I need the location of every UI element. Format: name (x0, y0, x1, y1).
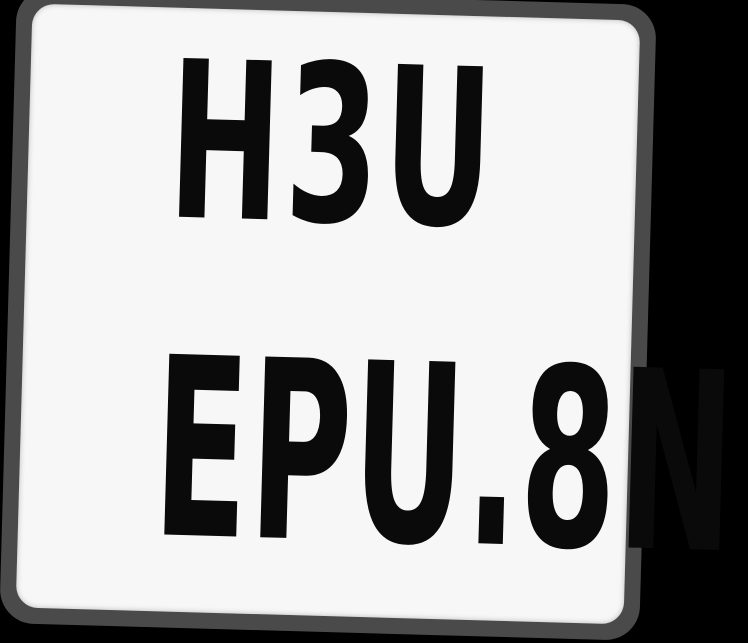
plate-face (16, 4, 740, 625)
plate-line-bottom: EPU.8N (149, 305, 740, 610)
plate-line-top: H3U (165, 15, 501, 278)
